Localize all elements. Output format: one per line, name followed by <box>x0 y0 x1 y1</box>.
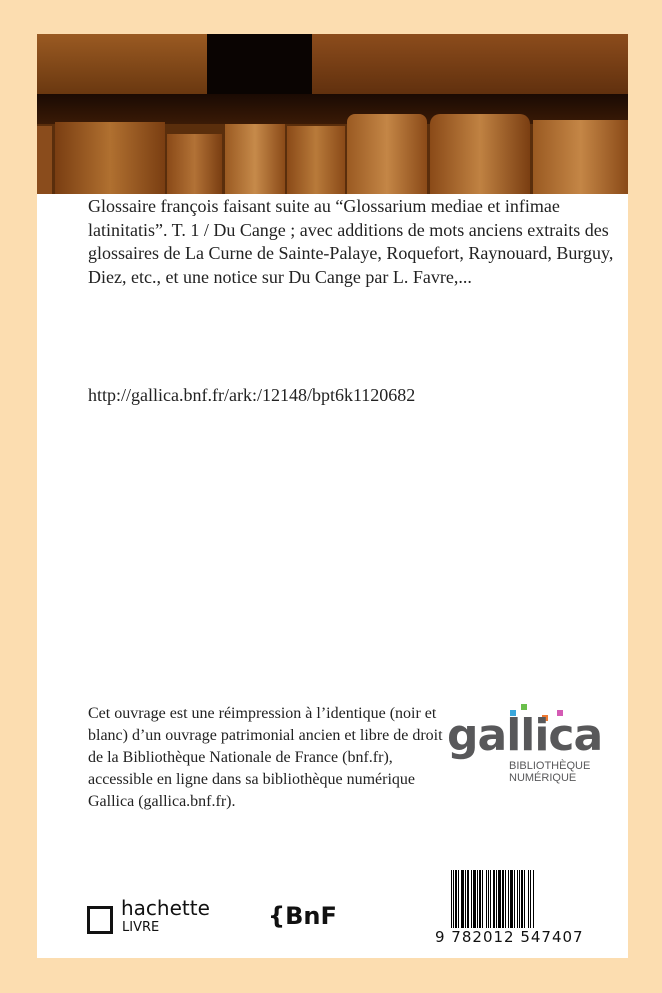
gallica-url[interactable]: http://gallica.bnf.fr/ark:/12148/bpt6k1120682 <box>88 385 416 405</box>
barcode-stripe <box>534 870 535 932</box>
gallica-subtitle-line1: BIBLIOTHÈQUE <box>509 760 591 772</box>
isbn-number: 9 782012 547407 <box>435 928 584 946</box>
gallica-logo <box>447 706 603 796</box>
hachette-wordmark: hachette <box>121 896 210 920</box>
back-cover-panel <box>37 34 628 958</box>
isbn-barcode <box>435 870 601 946</box>
hachette-subtitle: LIVRE <box>122 920 160 935</box>
bookshelf-photo <box>37 34 628 194</box>
barcode-bars <box>451 870 591 932</box>
book-title: Glossaire françois faisant suite au “Glossarium mediae et infimae latinitatis”. T. 1 / Du Cange ; avec additions de mots anciens extraits des glossaires de La Curne de Sainte-Palaye, Roquefort, Raynouard, Burguy, Diez, etc., et une notice sur Du Cange par L. Favre,... <box>88 196 614 287</box>
gallica-subtitle <box>509 760 590 784</box>
hachette-h-icon <box>87 906 113 934</box>
gallica-subtitle-line2: NUMÉRIQUE <box>509 772 577 784</box>
bnf-logo: {BnF <box>268 902 337 930</box>
reprint-notice: Cet ouvrage est une réimpression à l’identique (noir et blanc) d’un ouvrage patrimonial ancien et libre de droit de la Bibliothèque Nationale de France (bnf.fr), accessible en ligne dans sa bibliothèque numérique Gallica (gallica.bnf.fr). <box>88 705 443 810</box>
gallica-wordmark: gallica <box>447 710 603 761</box>
